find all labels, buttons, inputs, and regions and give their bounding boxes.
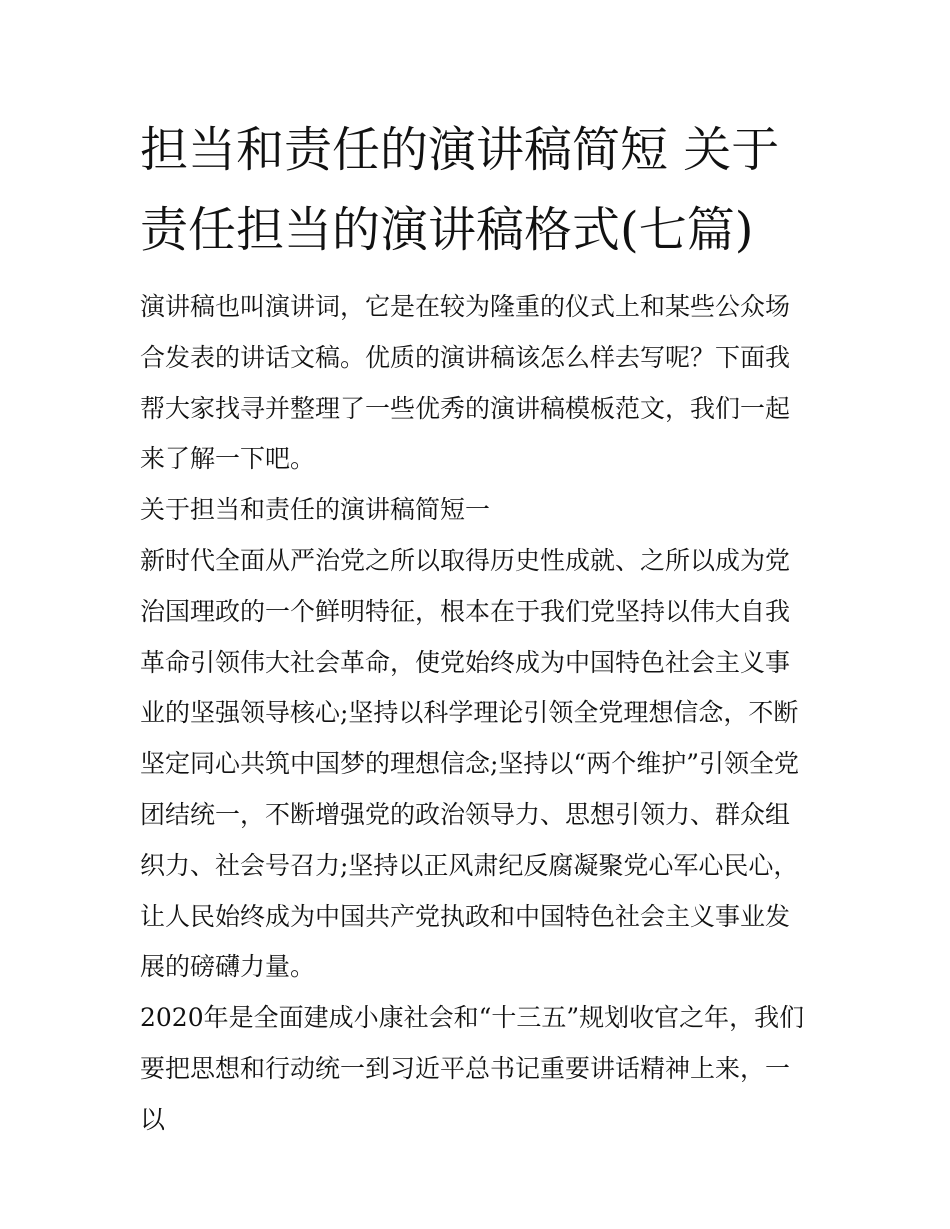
body-paragraph: 2020年是全面建成小康社会和“十三五”规划收官之年，我们要把思想和行动统一到习近平总书记重要讲话精神上来，一以 <box>140 1003 805 1134</box>
document-title: 担当和责任的演讲稿简短 关于责任担当的演讲稿格式(七篇) <box>140 122 780 258</box>
intro-paragraph: 演讲稿也叫演讲词，它是在较为隆重的仪式上和某些公众场合发表的讲话文稿。优质的演讲稿该怎么样去写呢？下面我帮大家找寻并整理了一些优秀的演讲稿模板范文，我们一起来了解一下吧。 <box>140 292 791 474</box>
document-body <box>140 282 812 1146</box>
body-paragraph: 新时代全面从严治党之所以取得历史性成就、之所以成为党治国理政的一个鲜明特征，根本在于我们党坚持以伟大自我革命引领伟大社会革命，使党始终成为中国特色社会主义事业的坚强领导核心;坚持以科学理论引领全党理想信念，不断坚定同心共筑中国梦的理想信念;坚持以“两个维护”引领全党团结统一，不断增强党的政治领导力、思想引领力、群众组织力、社会号召力;坚持以正风肃纪反腐凝聚党心军心民心，让人民始终成为中国共产党执政和中国特色社会主义事业发展的磅礴力量。 <box>140 545 799 982</box>
document-page <box>140 110 812 1146</box>
section-heading: 关于担当和责任的演讲稿简短一 <box>140 495 491 525</box>
